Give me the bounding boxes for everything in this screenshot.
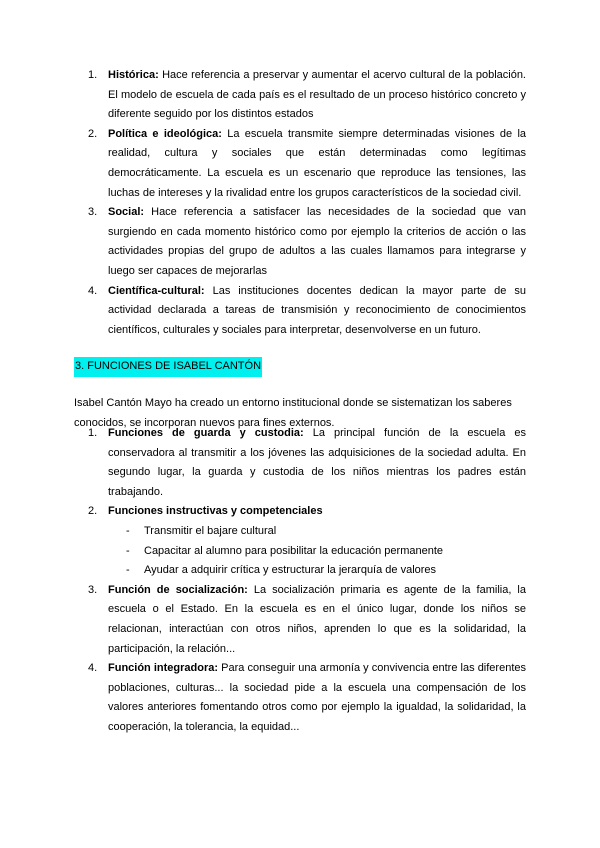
item-term: Funciones instructivas y competenciales <box>108 505 323 518</box>
list-number: 4. <box>88 662 98 675</box>
dash-bullet: - <box>126 564 130 577</box>
dash-bullet: - <box>126 544 130 557</box>
list-item-politica <box>88 125 527 203</box>
list-number: 1. <box>88 69 98 81</box>
list-item-socializacion <box>88 581 526 659</box>
item-text: La principal función de la escuela es conservadora al transmitir a los jóvenes las adquisiciones de la sociedad adulta. En segundo lugar, la guarda y custodia de los niños mientras los padres están trabajando. <box>108 427 526 498</box>
item-text: La escuela transmite siempre determinadas visiones de la realidad, cultura y sociales que están determinadas como legítimas democráticamente. La escuela es un escenario que reproduce las tensiones, las luchas de intereses y la rivalidad entre los grupos característicos de la sociedad civil. <box>108 127 527 199</box>
sub-item-text: Capacitar al alumno para posibilitar la educación permanente <box>144 544 444 557</box>
item-text: Hace referencia a satisfacer las necesidades de la sociedad que van surgiendo en cada momento histórico como por ejemplo la criterios de acción o las actividades propias del grupo de adultos a las cuales llamamos para integrarse y luego ser capaces de mejorarlas <box>108 206 527 277</box>
sub-list-item <box>108 522 526 542</box>
intro-paragraph: Isabel Cantón Mayo ha creado un entorno institucional donde se sistematizan los saberes conocidos, se incorporan nuevos para fines externos. <box>74 397 512 429</box>
sub-list-item <box>108 542 526 562</box>
item-text: Para conseguir una armonía y convivencia entre las diferentes poblaciones, culturas... la sociedad pide a la escuela una compensación de los valores anteriores fomentando otros como por ejemplo la igualdad, la solidaridad, la cooperación, la tolerancia, la equidad... <box>108 662 526 733</box>
sub-item-text: Ayudar a adquirir crítica y estructurar la jerarquía de valores <box>144 564 437 577</box>
list-item-guarda-custodia <box>88 424 526 502</box>
list-item-cientifica <box>88 282 526 341</box>
list-item-instructivas <box>88 502 526 580</box>
canton-functions-list <box>88 424 526 738</box>
item-text: Las instituciones docentes dedican la mayor parte de su actividad declarada a tareas de transmisión y reconocimiento de conocimientos científicos, culturales y sociales para interpretar, desenvolverse en un futuro. <box>108 284 526 336</box>
item-term: Científica-cultural: <box>108 284 205 297</box>
list-number: 4. <box>88 284 98 297</box>
item-term: Política e ideológica: <box>108 127 222 140</box>
school-functions-list <box>88 66 527 340</box>
list-number: 2. <box>88 505 98 518</box>
list-item-integradora <box>88 659 526 737</box>
item-term: Funciones de guarda y custodia: <box>108 427 304 439</box>
item-term: Social: <box>108 206 145 219</box>
sub-list-item <box>108 561 526 581</box>
dash-bullet: - <box>126 524 130 537</box>
list-item-historica <box>88 66 526 125</box>
section-heading: 3. FUNCIONES DE ISABEL CANTÓN <box>74 357 262 377</box>
item-term: Función integradora: <box>108 662 219 675</box>
item-term: Función de socialización: <box>108 583 248 596</box>
list-number: 3. <box>88 206 98 219</box>
item-term: Histórica: <box>108 69 159 81</box>
sub-item-text: Transmitir el bajare cultural <box>144 524 277 537</box>
list-item-social <box>88 203 527 281</box>
sub-list <box>108 522 526 581</box>
list-number: 2. <box>88 127 98 140</box>
list-number: 3. <box>88 583 98 596</box>
item-text: Hace referencia a preservar y aumentar el acervo cultural de la población. El modelo de escuela de cada país es el resultado de un proceso histórico concreto y diferente seguido por los distintos estados <box>108 69 526 121</box>
item-text: La socialización primaria es agente de la familia, la escuela o el Estado. En la escuela es en el único lugar, donde los niños se relacionan, interactúan con otros niños, aprenden lo que es la solidaridad, la participación, la relación... <box>108 583 526 655</box>
list-number: 1. <box>88 427 98 439</box>
